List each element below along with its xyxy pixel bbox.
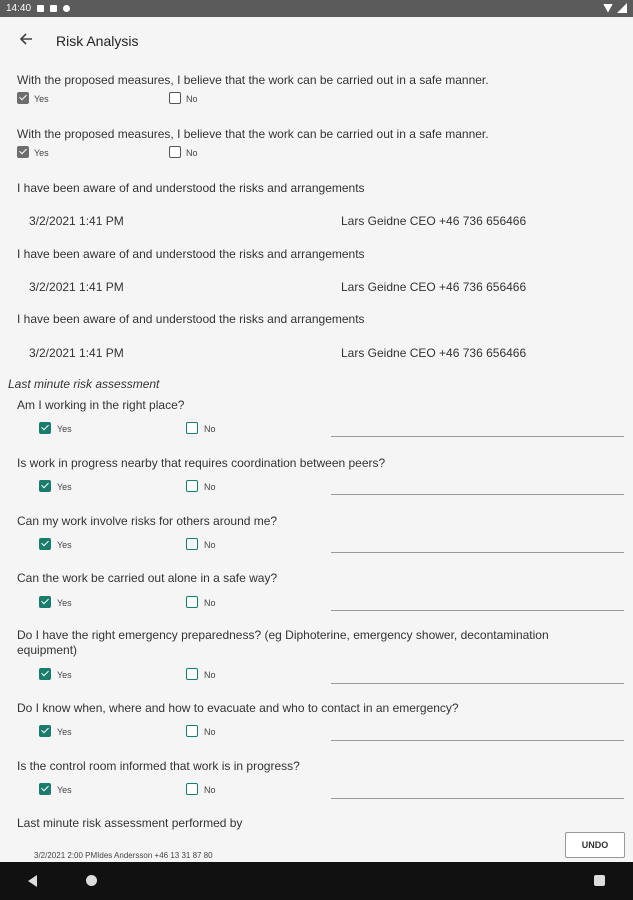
lm-question-6: Do I know when, where and how to evacuate and who to contact in an emergency? [17, 701, 459, 715]
undo-button[interactable]: UNDO [565, 832, 625, 858]
nav-back-icon[interactable] [28, 875, 37, 887]
status-bar [0, 0, 633, 17]
lm-question-7-no-checkbox[interactable] [186, 783, 198, 795]
lm-question-5-yes-checkbox[interactable] [39, 668, 51, 680]
no-label: No [204, 482, 216, 492]
lm-question-6-comment-input[interactable] [331, 740, 624, 741]
nav-home-icon[interactable] [86, 875, 97, 886]
lm-question-1-comment-input[interactable] [331, 436, 624, 437]
lm-question-6-no-checkbox[interactable] [186, 725, 198, 737]
no-label: No [204, 540, 216, 550]
lm-question-4-comment-input[interactable] [331, 610, 624, 611]
safe-question-1: With the proposed measures, I believe that the work can be carried out in a safe manner. [17, 73, 489, 87]
lm-question-3-comment-input[interactable] [331, 552, 624, 553]
acknowledgement-datetime: 3/2/2021 1:41 PM [29, 214, 124, 228]
safe-question-2-yes-checkbox[interactable] [17, 146, 29, 158]
yes-label: Yes [57, 482, 72, 492]
lm-question-2-no-checkbox[interactable] [186, 480, 198, 492]
lm-question-4-yes-checkbox[interactable] [39, 596, 51, 608]
safe-question-1-no-checkbox[interactable] [169, 92, 181, 104]
lm-question-1-yes-checkbox[interactable] [39, 422, 51, 434]
safe-question-2: With the proposed measures, I believe that the work can be carried out in a safe manner. [17, 127, 489, 141]
back-arrow-icon[interactable] [16, 29, 36, 49]
acknowledgement-signer: Lars Geidne CEO +46 736 656466 [341, 280, 527, 294]
no-label: No [204, 785, 216, 795]
status-time: 14:40 [6, 3, 32, 14]
notification-icon [37, 5, 44, 12]
lm-question-7-comment-input[interactable] [331, 798, 624, 799]
yes-label: Yes [57, 424, 72, 434]
lm-question-2-yes-checkbox[interactable] [39, 480, 51, 492]
safe-question-2-no-checkbox[interactable] [169, 146, 181, 158]
yes-label: Yes [57, 785, 72, 795]
lm-question-5: Do I have the right emergency preparedness? (eg Diphoterine, emergency shower, decontamination [17, 628, 549, 642]
no-label: No [186, 148, 198, 158]
nav-recents-icon[interactable] [594, 875, 605, 886]
acknowledgement-signer: Lars Geidne CEO +46 736 656466 [341, 346, 527, 360]
acknowledgement-text: I have been aware of and understood the risks and arrangements [17, 181, 365, 195]
lm-question-7: Is the control room informed that work is in progress? [17, 759, 300, 773]
lm-question-3-yes-checkbox[interactable] [39, 538, 51, 550]
no-label: No [204, 424, 216, 434]
sd-card-icon [50, 5, 57, 12]
yes-label: Yes [34, 148, 49, 158]
wifi-icon [603, 4, 613, 13]
no-label: No [186, 94, 198, 104]
no-label: No [204, 598, 216, 608]
lm-question-1: Am I working in the right place? [17, 398, 185, 412]
lm-question-3-no-checkbox[interactable] [186, 538, 198, 550]
acknowledgement-signer: Lars Geidne CEO +46 736 656466 [341, 214, 527, 228]
lm-question-4-no-checkbox[interactable] [186, 596, 198, 608]
lm-question-5-line2: equipment) [17, 643, 78, 657]
acknowledgement-datetime: 3/2/2021 1:41 PM [29, 280, 124, 294]
app-bar [0, 17, 633, 65]
lm-question-5-no-checkbox[interactable] [186, 668, 198, 680]
no-label: No [204, 670, 216, 680]
lm-question-4: Can the work be carried out alone in a safe way? [17, 571, 278, 585]
performed-by-label: Last minute risk assessment performed by [17, 816, 243, 830]
yes-label: Yes [57, 598, 72, 608]
yes-label: Yes [34, 94, 49, 104]
lm-question-6-yes-checkbox[interactable] [39, 725, 51, 737]
lm-question-5-comment-input[interactable] [331, 683, 624, 684]
page-title: Risk Analysis [56, 33, 139, 49]
acknowledgement-text: I have been aware of and understood the risks and arrangements [17, 247, 365, 261]
yes-label: Yes [57, 727, 72, 737]
acknowledgement-text: I have been aware of and understood the risks and arrangements [17, 312, 365, 326]
no-label: No [204, 727, 216, 737]
signal-icon [617, 3, 627, 13]
safe-question-1-yes-checkbox[interactable] [17, 92, 29, 104]
lm-question-2-comment-input[interactable] [331, 494, 624, 495]
acknowledgement-datetime: 3/2/2021 1:41 PM [29, 346, 124, 360]
sync-icon [63, 5, 70, 12]
yes-label: Yes [57, 670, 72, 680]
lm-question-2: Is work in progress nearby that requires coordination between peers? [17, 456, 386, 470]
yes-label: Yes [57, 540, 72, 550]
lm-question-7-yes-checkbox[interactable] [39, 783, 51, 795]
section-heading: Last minute risk assessment [8, 377, 160, 391]
lm-question-3: Can my work involve risks for others around me? [17, 514, 278, 528]
performed-by-value: 3/2/2021 2:00 PMIdes Andersson +46 13 31 87 80 [34, 851, 213, 860]
system-nav-bar [0, 862, 633, 900]
lm-question-1-no-checkbox[interactable] [186, 422, 198, 434]
